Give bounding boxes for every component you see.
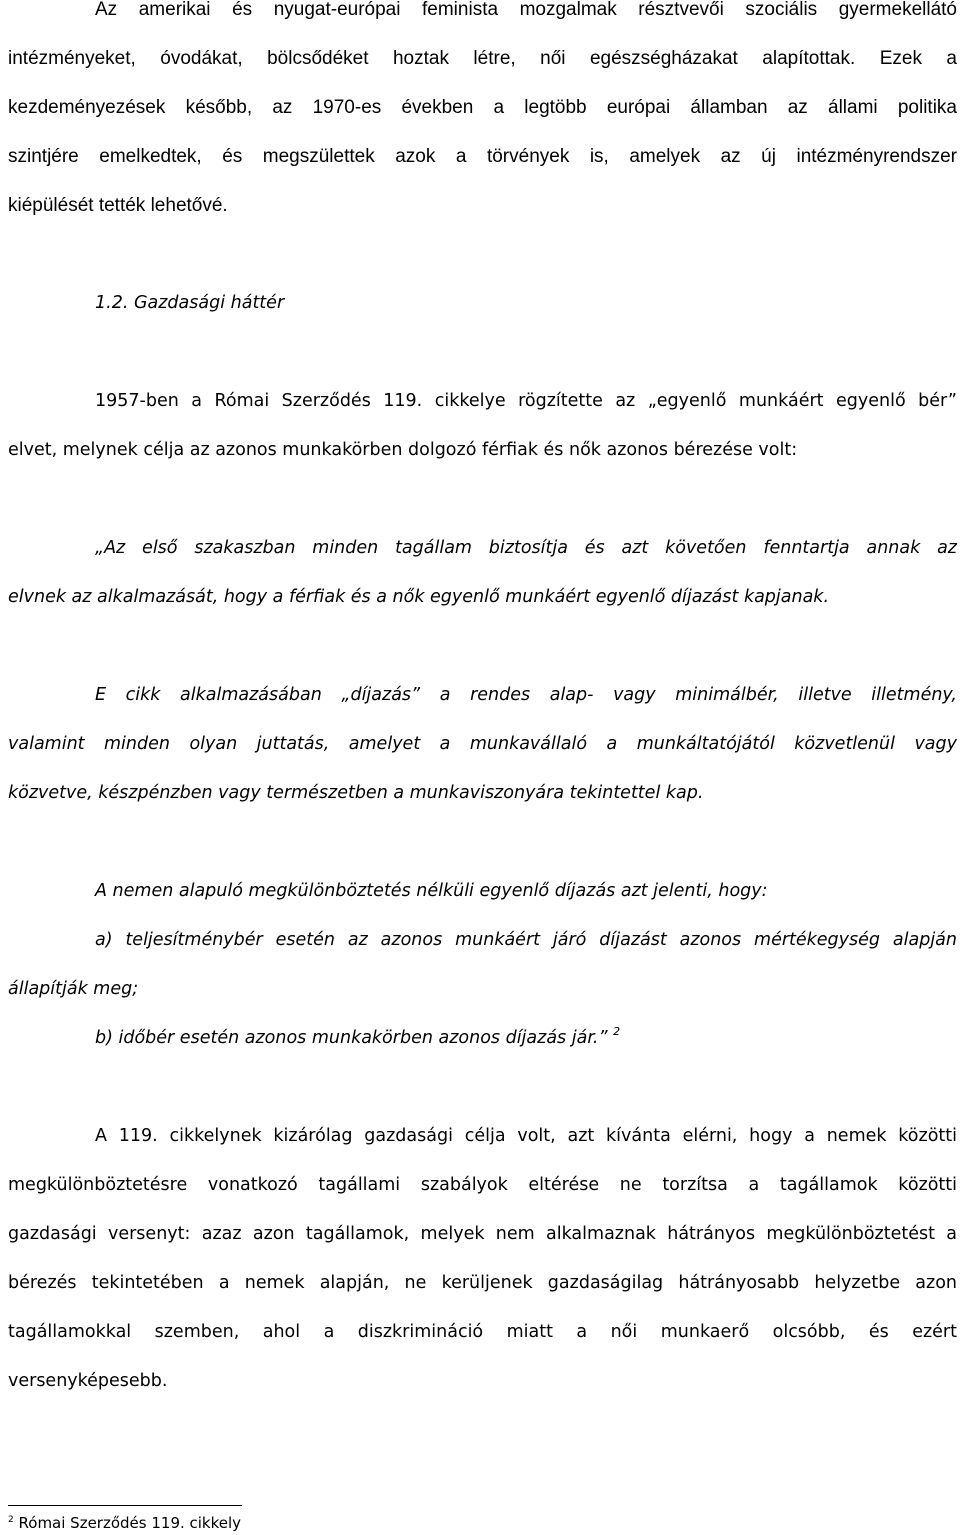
- paragraph-line: elvet, melynek célja az azonos munkakörben dolgozó férfiak és nők azonos bérezése volt:: [8, 440, 798, 460]
- quote-line-text: b) időbér esetén azonos munkakörben azonos díjazás jár.”: [95, 1028, 608, 1048]
- footnote-divider: [8, 1505, 242, 1506]
- quote-line: a) teljesítménybér esetén az azonos munkáért járó díjazást azonos mértékegység alapján: [95, 930, 957, 950]
- paragraph-line: A 119. cikkelynek kizárólag gazdasági célja volt, azt kívánta elérni, hogy a nemek közötti: [95, 1126, 957, 1146]
- intro-line: intézményeket, óvodákat, bölcsődéket hoztak létre, női egészségházakat alapítottak. Ezek a: [8, 48, 957, 69]
- intro-line: szintjére emelkedtek, és megszülettek azok a törvények is, amelyek az új intézményrendszer: [8, 146, 957, 167]
- footnote-reference[interactable]: 2: [613, 1025, 621, 1038]
- paragraph-line: megkülönböztetésre vonatkozó tagállami szabályok eltérése ne torzítsa a tagállamok közötti: [8, 1175, 957, 1195]
- footnote-marker: 2: [8, 1515, 14, 1525]
- paragraph-line: 1957-ben a Római Szerződés 119. cikkelye rögzítette az „egyenlő munkáért egyenlő bér”: [95, 391, 957, 411]
- paragraph-line: tagállamokkal szemben, ahol a diszkrimináció miatt a női munkaerő olcsóbb, és ezért: [8, 1322, 957, 1342]
- quote-line: valamint minden olyan juttatás, amelyet a munkavállaló a munkáltatójától közvetlenül vagy: [8, 734, 957, 754]
- paragraph-line: gazdasági versenyt: azaz azon tagállamok, melyek nem alkalmaznak hátrányos megkülönböztetést a: [8, 1224, 957, 1244]
- paragraph-line: versenyképesebb.: [8, 1371, 168, 1391]
- quote-line-with-footnote: [95, 1027, 620, 1049]
- intro-line: kiépülését tették lehetővé.: [8, 195, 228, 216]
- intro-line: kezdeményezések később, az 1970-es években a legtöbb európai államban az állami politika: [8, 97, 957, 118]
- quote-line: közvetve, készpénzben vagy természetben a munkaviszonyára tekintettel kap.: [8, 783, 704, 803]
- quote-line: A nemen alapuló megkülönböztetés nélküli egyenlő díjazás azt jelenti, hogy:: [95, 881, 768, 901]
- footnote: [8, 1514, 241, 1532]
- paragraph-line: bérezés tekintetében a nemek alapján, ne kerüljenek gazdaságilag hátrányosabb helyzetbe azon: [8, 1273, 957, 1293]
- quote-line: állapítják meg;: [8, 979, 139, 999]
- quote-line: E cikk alkalmazásában „díjazás” a rendes alap- vagy minimálbér, illetve illetmény,: [95, 685, 957, 705]
- quote-line: elvnek az alkalmazását, hogy a férfiak és a nők egyenlő munkáért egyenlő díjazást kapjanak.: [8, 587, 830, 607]
- footnote-text: Római Szerződés 119. cikkely: [18, 1514, 242, 1532]
- intro-line: Az amerikai és nyugat-európai feminista mozgalmak résztvevői szociális gyermekellátó: [95, 0, 957, 20]
- quote-line: „Az első szakaszban minden tagállam biztosítja és azt követően fenntartja annak az: [95, 538, 957, 558]
- section-heading: 1.2. Gazdasági háttér: [95, 293, 285, 313]
